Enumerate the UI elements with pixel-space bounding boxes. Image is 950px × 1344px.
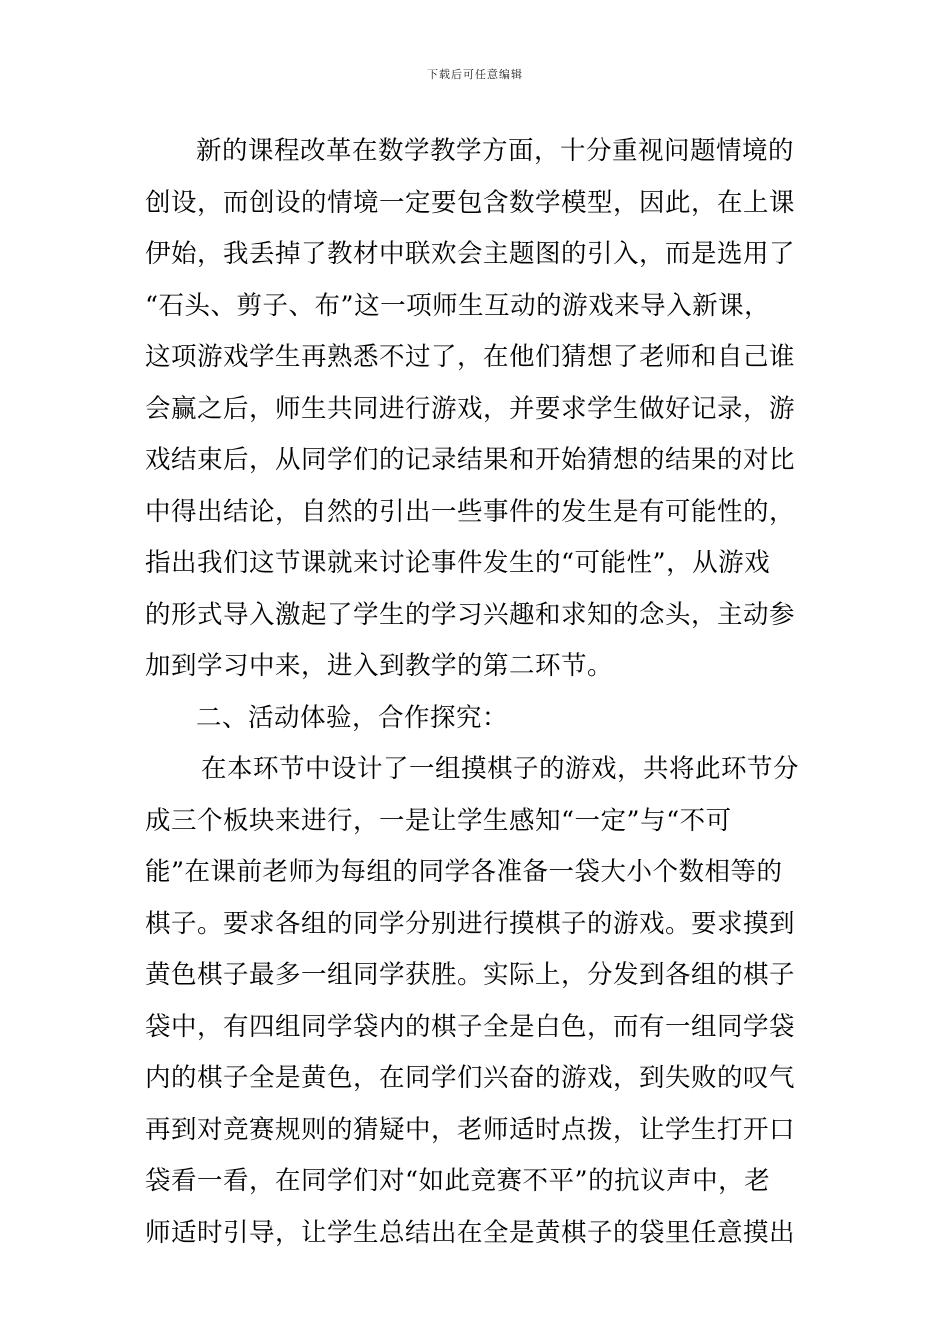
section-heading: 二、活动体验，合作探究： <box>196 702 509 733</box>
paragraph-line: 加到学习中来，进入到教学的第二环节。 <box>145 651 614 681</box>
paragraph-line: 袋看一看，在同学们对“如此竞赛不平”的抗议声中，老 <box>145 1166 771 1196</box>
paragraph-line: 袋中，有四组同学袋内的棋子全是白色，而有一组同学袋 <box>145 1011 796 1042</box>
paragraph-line: 会赢之后，师生共同进行游戏，并要求学生做好记录，游 <box>145 393 796 424</box>
paragraph-line: 内的棋子全是黄色，在同学们兴奋的游戏，到失败的叹气 <box>145 1063 796 1093</box>
paragraph-line: 中得出结论，自然的引出一些事件的发生是有可能性的， <box>145 496 796 527</box>
paragraph-line: 的形式导入激起了学生的学习兴趣和求知的念头，主动参 <box>145 599 796 630</box>
paragraph-line: 在本环节中设计了一组摸棋子的游戏，共将此环节分 <box>201 754 800 784</box>
paragraph-line: 指出我们这节课就来讨论事件发生的“可能性”，从游戏 <box>145 548 771 578</box>
paragraph-line: 伊始，我丢掉了教材中联欢会主题图的引入，而是选用了 <box>145 239 796 269</box>
paragraph-line: 棋子。要求各组的同学分别进行摸棋子的游戏。要求摸到 <box>145 908 796 939</box>
document-body <box>145 131 815 1264</box>
paragraph-line: 创设，而创设的情境一定要包含数学模型，因此，在上课 <box>145 187 796 218</box>
paragraph-line: “石头、剪子、布”这一项师生互动的游戏来导入新课， <box>145 290 771 321</box>
paragraph-line: 这项游戏学生再熟悉不过了，在他们猜想了老师和自己谁 <box>145 342 796 372</box>
paragraph-line: 再到对竞赛规则的猜疑中，老师适时点拨，让学生打开口 <box>145 1114 796 1145</box>
paragraph-line: 师适时引导，让学生总结出在全是黄棋子的袋里任意摸出 <box>145 1217 796 1248</box>
paragraph-line: 戏结束后，从同学们的记录结果和开始猜想的结果的对比 <box>145 445 796 475</box>
paragraph-line: 新的课程改革在数学教学方面，十分重视问题情境的 <box>196 136 795 166</box>
paragraph-line: 能”在课前老师为每组的同学各准备一袋大小个数相等的 <box>145 857 783 887</box>
paragraph-line: 黄色棋子最多一组同学获胜。实际上，分发到各组的棋子 <box>145 960 796 990</box>
paragraph-line: 成三个板块来进行，一是让学生感知“一定”与“不可 <box>145 805 732 836</box>
page-header: 下载后可任意编辑 <box>427 68 523 81</box>
